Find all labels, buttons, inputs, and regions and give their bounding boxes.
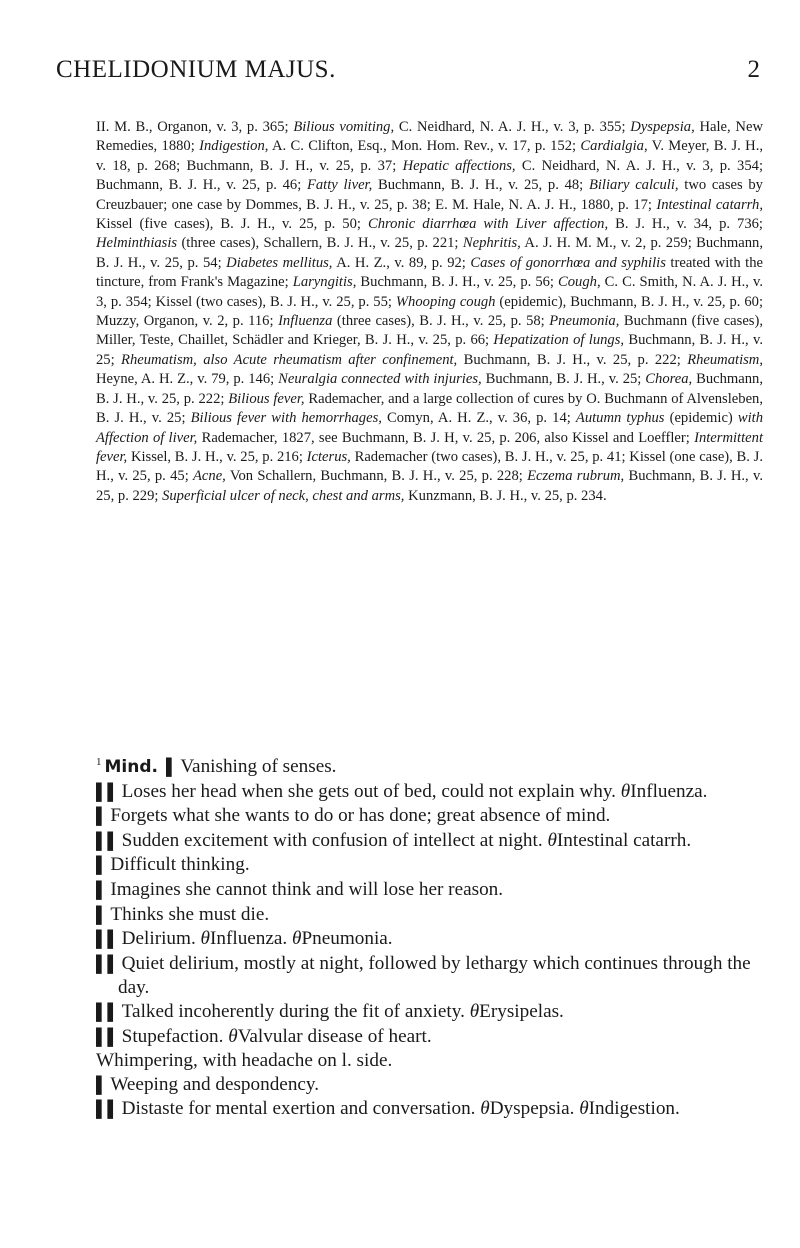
reference-condition: Nephritis, xyxy=(462,235,521,252)
mind-section xyxy=(96,755,763,1122)
reference-condition: Dyspepsia, xyxy=(630,119,695,135)
symptom-entry xyxy=(96,927,763,952)
reference-condition: Hepatization of lungs, xyxy=(493,332,625,349)
symptom-entry xyxy=(96,780,763,805)
reference-text: Buchmann, B. J. H., v. 25, p. 56; xyxy=(356,274,559,291)
reference-text: Rademacher, 1827, see Buchmann, B. J. H, v. 25, p. 206, also Kissel and Loeffler; xyxy=(197,429,695,446)
reference-text: C. Neidhard, N. A. J. H., v. 3, p. 354; Buchmann, B. J. H., v. 25, p. 46; xyxy=(96,157,763,194)
symptom-text: Pneumonia. xyxy=(301,928,393,950)
theta-marker: θ xyxy=(579,1098,589,1120)
reference-condition: Icterus, xyxy=(306,448,351,465)
theta-marker: θ xyxy=(200,928,210,950)
reference-text: C. C. Smith, N. A. J. H., v. 3, p. 354; Kissel (two cases), B. J. H., v. 25, p. 55; xyxy=(96,274,763,310)
reference-text: Buchmann, B. J. H., v. 25, p. 229; xyxy=(96,468,763,504)
emphasis-bar-marker: ▌ xyxy=(165,759,178,776)
symptom-text: Delirium. xyxy=(121,928,201,950)
reference-condition: Chronic diarrhœa with Liver affection, xyxy=(367,216,609,233)
symptom-text: Difficult thinking. xyxy=(110,854,250,876)
page-title: CHELIDONIUM MAJUS. xyxy=(56,56,336,83)
theta-marker: θ xyxy=(292,928,302,950)
emphasis-bar-marker: ▌ xyxy=(96,857,108,875)
reference-condition: Whooping cough xyxy=(395,293,496,310)
reference-condition: Chorea, xyxy=(645,371,693,388)
reference-text: Heyne, A. H. Z., v. 79, p. 146; xyxy=(96,371,279,388)
reference-text: (epidemic) xyxy=(664,410,738,427)
reference-condition: Hepatic affections, xyxy=(402,157,516,174)
theta-marker: θ xyxy=(620,780,631,802)
reference-text: B. J. H., v. 34, p. 736; xyxy=(608,216,763,233)
reference-text: Buchmann, B. J. H., v. 25, p. 222; xyxy=(457,351,688,368)
reference-text: Buchmann, B. J. H., v. 25, p. 48; xyxy=(372,177,589,194)
reference-text: Kissel (five cases), B. J. H., v. 25, p. 50; xyxy=(96,216,368,233)
reference-text: V. Meyer, B. J. H., v. 18, p. 268; Buchmann, B. J. H., v. 25, p. 37; xyxy=(96,138,763,174)
reference-condition: Laryngitis, xyxy=(292,274,357,291)
reference-condition: Diabetes mellitus, xyxy=(226,254,333,271)
emphasis-bar-marker: ▌▌ xyxy=(96,832,119,850)
theta-marker: θ xyxy=(469,1000,480,1022)
symptom-text: Thinks she must die. xyxy=(110,903,270,925)
reference-text: two cases by Creuzbauer; one case by Dommes, B. J. H., v. 25, p. 38; E. M. Hale, N. A. J. H., 1880, p. 17; xyxy=(96,177,763,213)
symptom-text: Talked incoherently during the fit of anxiety. xyxy=(121,1000,470,1022)
reference-text: Kissel, B. J. H., v. 25, p. 216; xyxy=(127,448,307,465)
reference-text: (three cases), Schallern, B. J. H., v. 25, p. 221; xyxy=(177,235,463,252)
emphasis-bar-marker: ▌▌ xyxy=(96,1028,119,1046)
reference-text: Buchmann, B. J. H., v. 25; xyxy=(481,371,646,388)
reference-text: Von Schallern, Buchmann, B. J. H., v. 25, p. 228; xyxy=(225,468,528,485)
reference-condition: Eczema rubrum, xyxy=(527,468,625,485)
symptom-list xyxy=(96,755,763,1122)
emphasis-bar-marker: ▌ xyxy=(96,1076,108,1094)
reference-condition: Cough, xyxy=(558,274,601,291)
running-header xyxy=(0,56,800,96)
reference-condition: Fatty liver, xyxy=(306,177,373,194)
symptom-entry xyxy=(96,853,763,878)
reference-text: Rademacher (two cases), B. J. H., v. 25, p. 41; Kissel (one case), B. J. H., v. 25, p. 45; xyxy=(96,448,763,485)
symptom-entry xyxy=(96,903,763,928)
reference-condition: with Affection of liver, xyxy=(96,410,764,446)
reference-condition: Pneumonia, xyxy=(549,313,620,330)
symptom-text: Forgets what she wants to do or has done; great absence of mind. xyxy=(110,805,611,827)
reference-text: C. Neidhard, N. A. J. H., v. 3, p. 355; xyxy=(394,119,631,135)
emphasis-bar-marker: ▌▌ xyxy=(96,1101,119,1119)
symptom-text: Influenza. xyxy=(209,928,293,950)
symptom-text: Valvular disease of heart. xyxy=(237,1025,432,1047)
reference-text: (epidemic), Buchmann, B. J. H., v. 25, p. 60; Muzzy, Organon, v. 2, p. 116; xyxy=(96,293,763,330)
symptom-entry xyxy=(96,952,763,1000)
reference-text: Kunzmann, B. J. H., v. 25, p. 234. xyxy=(404,487,607,504)
symptom-text: Intestinal catarrh. xyxy=(556,829,692,851)
symptom-entry xyxy=(96,1097,763,1122)
reference-condition: Cardialgia, xyxy=(580,138,648,155)
reference-condition: Helminthiasis xyxy=(96,235,178,252)
reference-text: A. C. Clifton, Esq., Mon. Hom. Rev., v. 17, p. 152; xyxy=(268,138,581,155)
reference-text: Buchmann (five cases), Miller, Teste, Chaillet, Schädler and Krieger, B. J. H., v. 25, p. 66; xyxy=(96,313,763,349)
symptom-entry xyxy=(96,1049,763,1073)
symptom-text: Imagines she cannot think and will lose her reason. xyxy=(110,878,504,900)
symptom-text: Whimpering, with headache on l. side. xyxy=(96,1050,393,1072)
footnote-marker: 1 xyxy=(96,755,102,768)
symptom-entry xyxy=(96,804,763,829)
reference-condition: Rheumatism, xyxy=(687,351,763,368)
symptom-text: Erysipelas. xyxy=(479,1000,564,1022)
reference-text: Hale, New Remedies, 1880; xyxy=(96,119,763,155)
emphasis-bar-marker: ▌▌ xyxy=(96,955,119,973)
references-text xyxy=(96,118,763,506)
reference-condition: Influenza xyxy=(278,313,333,330)
emphasis-bar-marker: ▌ xyxy=(96,808,108,826)
theta-marker: θ xyxy=(228,1025,238,1047)
symptom-text: Stupefaction. xyxy=(121,1025,229,1047)
emphasis-bar-marker: ▌ xyxy=(96,906,108,924)
reference-text: Rademacher, and a large collection of cures by O. Buchmann of Alvensleben, B. J. H., v. 25; xyxy=(96,390,763,427)
reference-text: A. J. H. M. M., v. 2, p. 259; Buchmann, B. J. H., v. 25, p. 54; xyxy=(96,235,763,271)
symptom-entry xyxy=(96,878,763,903)
reference-condition: Neuralgia connected with injuries, xyxy=(278,371,482,388)
reference-condition: Bilious vomiting, xyxy=(293,119,395,135)
symptom-entry xyxy=(96,1000,763,1025)
references-paragraph xyxy=(96,118,763,506)
reference-condition: Cases of gonorrhœa and syphilis xyxy=(470,254,666,271)
symptom-text: Indigestion. xyxy=(588,1098,680,1120)
reference-condition: Superficial ulcer of neck, chest and arms, xyxy=(162,487,405,504)
reference-text: Buchmann, B. J. H., v. 25; xyxy=(96,332,763,368)
reference-condition: Acne, xyxy=(193,468,226,485)
emphasis-bar-marker: ▌▌ xyxy=(96,1003,119,1021)
symptom-text: Sudden excitement with confusion of intellect at night. xyxy=(121,829,548,851)
symptom-text: Quiet delirium, mostly at night, followed by lethargy which continues through the day. xyxy=(118,952,751,999)
reference-condition: Indigestion, xyxy=(199,138,269,155)
emphasis-bar-marker: ▌ xyxy=(96,881,108,899)
symptom-entry xyxy=(96,1025,763,1050)
reference-condition: Bilious fever, xyxy=(228,390,305,407)
theta-marker: θ xyxy=(480,1098,490,1120)
reference-text: Buchmann, B. J. H., v. 25, p. 222; xyxy=(96,371,763,407)
symptom-text: Vanishing of senses. xyxy=(180,756,337,777)
symptom-text: Distaste for mental exertion and conversation. xyxy=(121,1098,481,1120)
reference-condition: Bilious fever with hemorrhages, xyxy=(190,410,382,427)
reference-text: A. H. Z., v. 89, p. 92; xyxy=(332,254,471,271)
section-heading: Mind. xyxy=(104,757,158,777)
theta-marker: θ xyxy=(547,829,557,851)
symptom-text: Loses her head when she gets out of bed, could not explain why. xyxy=(121,780,621,802)
symptom-text: Dyspepsia. xyxy=(489,1098,580,1120)
reference-condition: Biliary calculi, xyxy=(588,177,679,194)
symptom-text: Influenza. xyxy=(630,780,708,802)
reference-text: treated with the tincture, from Frank's Magazine; xyxy=(96,254,763,291)
reference-condition: Autumn typhus xyxy=(575,410,665,427)
reference-text: (three cases), B. J. H., v. 25, p. 58; xyxy=(332,313,550,330)
reference-text: Comyn, A. H. Z., v. 36, p. 14; xyxy=(381,410,576,427)
reference-text: II. M. B., Organon, v. 3, p. 365; xyxy=(96,119,294,135)
symptom-entry xyxy=(96,829,763,854)
emphasis-bar-marker: ▌▌ xyxy=(96,931,119,949)
symptom-entry xyxy=(96,1073,763,1098)
reference-condition: Rheumatism, also Acute rheumatism after confinement, xyxy=(121,351,458,368)
symptom-entry xyxy=(96,755,763,780)
page-number: 2 xyxy=(747,56,760,83)
emphasis-bar-marker: ▌▌ xyxy=(96,783,119,801)
reference-condition: Intestinal catarrh, xyxy=(656,196,763,213)
symptom-text: Weeping and despondency. xyxy=(110,1073,320,1095)
reference-condition: Intermittent fever, xyxy=(96,429,763,465)
